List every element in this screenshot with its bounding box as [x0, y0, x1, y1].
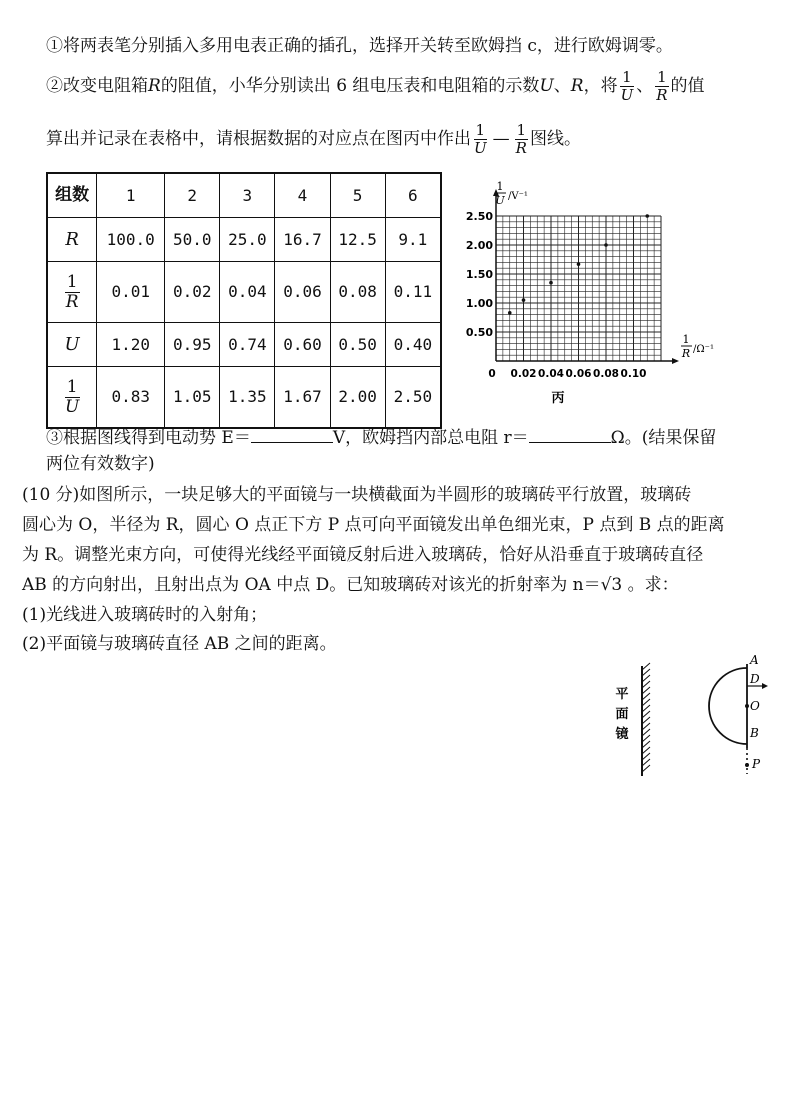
y-tick-label: 1.00 [465, 297, 493, 310]
y-label-den: U [495, 194, 505, 207]
U-cell: 0.60 [275, 323, 330, 367]
x-tick-label: 0.08 [593, 368, 619, 380]
step2-line2-before: 算出并记录在表格中，请根据数据的对应点在图丙中作出 [46, 129, 471, 149]
frac-den: U [64, 396, 80, 417]
frac-num: 1 [475, 121, 486, 139]
mirror-hatch [642, 711, 650, 718]
data-point [645, 214, 649, 218]
U-cell: 0.50 [330, 323, 385, 367]
U-cell: 0.40 [385, 323, 441, 367]
mirror-hatch [642, 747, 650, 754]
fraction-1-over-R [654, 70, 669, 103]
semicircle-glass [709, 668, 747, 744]
x-tick-label: 0 [488, 368, 496, 380]
table-row-header [47, 173, 441, 218]
R-label: R [47, 218, 97, 262]
frac-den: R [65, 291, 79, 312]
frac-num: 1 [657, 68, 667, 86]
fraction-1-over-U [472, 123, 489, 156]
step2-R: R [148, 76, 161, 96]
x-axis-label [681, 333, 714, 360]
data-point [522, 298, 526, 302]
table-row-U [47, 323, 441, 367]
mirror-hatch [642, 687, 650, 694]
label-O: O [750, 699, 760, 713]
mirror-hatch [642, 759, 650, 766]
table-row-R [47, 218, 441, 262]
problem-line4: AB 的方向射出，且射出点为 OA 中点 D。已知玻璃砖对该光的折射率为 n＝√3 。求： [22, 575, 679, 595]
mirror-label-char: 平 [615, 687, 629, 702]
mirror-hatch [642, 669, 650, 676]
mirror-label [615, 686, 628, 742]
mirror-hatch [642, 729, 650, 736]
label-B: B [750, 726, 759, 740]
problem-line3: 为 R。调整光束方向，可使得光线经平面镜反射后进入玻璃砖，恰好从沿垂直于玻璃砖直径 [22, 545, 704, 565]
group-cell: 6 [385, 173, 441, 218]
data-point [508, 311, 512, 315]
mirror-hatch [642, 699, 650, 706]
answer-blank-E[interactable] [251, 428, 333, 443]
invU-cell: 2.50 [385, 367, 441, 429]
arrow-icon [762, 683, 768, 689]
invU-cell: 1.67 [275, 367, 330, 429]
step3-mid: V，欧姆挡内部总电阻 r＝ [332, 428, 529, 448]
x-tick-label: 0.10 [620, 368, 647, 380]
data-table [46, 172, 442, 429]
fraction-1-over-U [619, 70, 636, 103]
R-cell: 9.1 [385, 218, 441, 262]
header-label: 组数 [47, 173, 97, 218]
label-D: D [750, 672, 760, 686]
step2-U: U [539, 76, 554, 96]
y-tick-label: 0.50 [465, 326, 493, 339]
data-point [577, 262, 581, 266]
R-cell: 12.5 [330, 218, 385, 262]
mirror-label-char: 面 [615, 707, 629, 722]
point-O [745, 704, 749, 708]
invR-cell: 0.04 [220, 262, 275, 323]
R-cell: 50.0 [165, 218, 220, 262]
label-A: A [750, 653, 759, 667]
plane-mirror [642, 663, 650, 776]
step2-after: 的值 [670, 76, 705, 96]
step3-after: Ω。(结果保留 [610, 428, 717, 448]
step2-line2 [46, 123, 581, 156]
answer-blank-r[interactable] [529, 428, 611, 443]
mirror-hatch [642, 675, 650, 682]
step2-jiang: ，将 [583, 76, 618, 96]
y-label-unit: /V⁻¹ [508, 191, 528, 202]
step2-sep: 、 [553, 76, 571, 96]
step3-line1 [46, 428, 716, 447]
R-cell: 25.0 [220, 218, 275, 262]
x-label-unit: /Ω⁻¹ [693, 344, 714, 355]
question-1: (1)光线进入玻璃砖时的入射角； [22, 605, 268, 625]
group-cell: 3 [220, 173, 275, 218]
x-label-den: R [681, 347, 691, 360]
invR-cell: 0.08 [330, 262, 385, 323]
point-P [745, 763, 749, 767]
mirror-hatch [642, 681, 650, 688]
frac-num: 1 [622, 68, 632, 86]
mirror-hatch [642, 735, 650, 742]
frac-den: U [474, 139, 487, 157]
question-2: (2)平面镜与玻璃砖直径 AB 之间的距离。 [22, 634, 337, 654]
problem-line2: 圆心为 O，半径为 R，圆心 O 点正下方 P 点可向平面镜发出单色细光束，P 点到 B 点的距离 [22, 515, 725, 535]
graph-bing [455, 180, 714, 415]
mirror-hatch [642, 693, 650, 700]
step1-text: ①将两表笔分别插入多用电表正确的插孔，选择开关转至欧姆挡 c，进行欧姆调零。 [46, 36, 673, 56]
chart-title: 丙 [551, 391, 565, 406]
mirror-hatch [642, 705, 650, 712]
invR-cell: 0.11 [385, 262, 441, 323]
label-P: P [752, 757, 761, 771]
frac-num: 1 [66, 271, 78, 292]
x-axis-arrow-icon [672, 358, 679, 364]
invU-cell: 1.35 [220, 367, 275, 429]
step2-R2: R [570, 76, 584, 96]
mirror-glass-diagram [610, 648, 780, 783]
mirror-hatch [642, 717, 650, 724]
invU-cell: 2.00 [330, 367, 385, 429]
frac-den: U [620, 86, 634, 104]
invU-cell: 0.83 [97, 367, 165, 429]
group-cell: 5 [330, 173, 385, 218]
table-row-invU [47, 367, 441, 429]
frac-num: 1 [66, 376, 78, 397]
group-cell: 1 [97, 173, 165, 218]
problem-line1: (10 分)如图所示，一块足够大的平面镜与一块横截面为半圆形的玻璃砖平行放置，玻璃砖 [22, 485, 692, 505]
grid [496, 216, 661, 361]
data-point [604, 243, 608, 247]
mirror-hatch [642, 741, 650, 748]
U-cell: 1.20 [97, 323, 165, 367]
U-label: U [47, 323, 97, 367]
y-label-num: 1 [496, 180, 504, 193]
tick-labels [466, 210, 647, 380]
y-tick-label: 1.50 [465, 268, 493, 281]
invR-cell: 0.01 [97, 262, 165, 323]
frac-den: R [656, 86, 668, 104]
frac-den: R [515, 139, 527, 157]
step2-mid: 的阻值，小华分别读出 6 组电压表和电阻箱的示数 [160, 76, 540, 96]
data-point [549, 281, 553, 285]
x-tick-label: 0.06 [565, 368, 592, 380]
x-label-num: 1 [682, 333, 690, 346]
step2-dun: 、 [636, 76, 654, 96]
minus-sign: — [492, 129, 510, 149]
step2-line1 [46, 70, 705, 103]
step3-line2: 两位有效数字) [46, 454, 155, 474]
x-tick-label: 0.04 [538, 368, 564, 380]
invR-cell: 0.02 [165, 262, 220, 323]
mirror-hatch [642, 765, 650, 772]
group-cell: 2 [165, 173, 220, 218]
invU-label [47, 367, 97, 429]
frac-num: 1 [516, 121, 527, 139]
fraction-1-over-R [514, 123, 529, 156]
mirror-hatch [642, 663, 650, 670]
R-cell: 100.0 [97, 218, 165, 262]
y-tick-label: 2.00 [465, 239, 493, 252]
mirror-hatch [642, 753, 650, 760]
step3-before: ③根据图线得到电动势 E＝ [46, 428, 251, 448]
U-cell: 0.95 [165, 323, 220, 367]
invR-cell: 0.06 [275, 262, 330, 323]
group-cell: 4 [275, 173, 330, 218]
step2-line2-after: 图线。 [529, 129, 581, 149]
invR-label [47, 262, 97, 323]
x-tick-label: 0.02 [510, 368, 537, 380]
U-cell: 0.74 [220, 323, 275, 367]
step2-before: ②改变电阻箱 [46, 76, 148, 96]
table-row-invR [47, 262, 441, 323]
mirror-hatch [642, 723, 650, 730]
invU-cell: 1.05 [165, 367, 220, 429]
y-axis-label [495, 180, 528, 207]
y-tick-label: 2.50 [465, 210, 493, 223]
mirror-label-char: 镜 [615, 727, 629, 742]
R-cell: 16.7 [275, 218, 330, 262]
